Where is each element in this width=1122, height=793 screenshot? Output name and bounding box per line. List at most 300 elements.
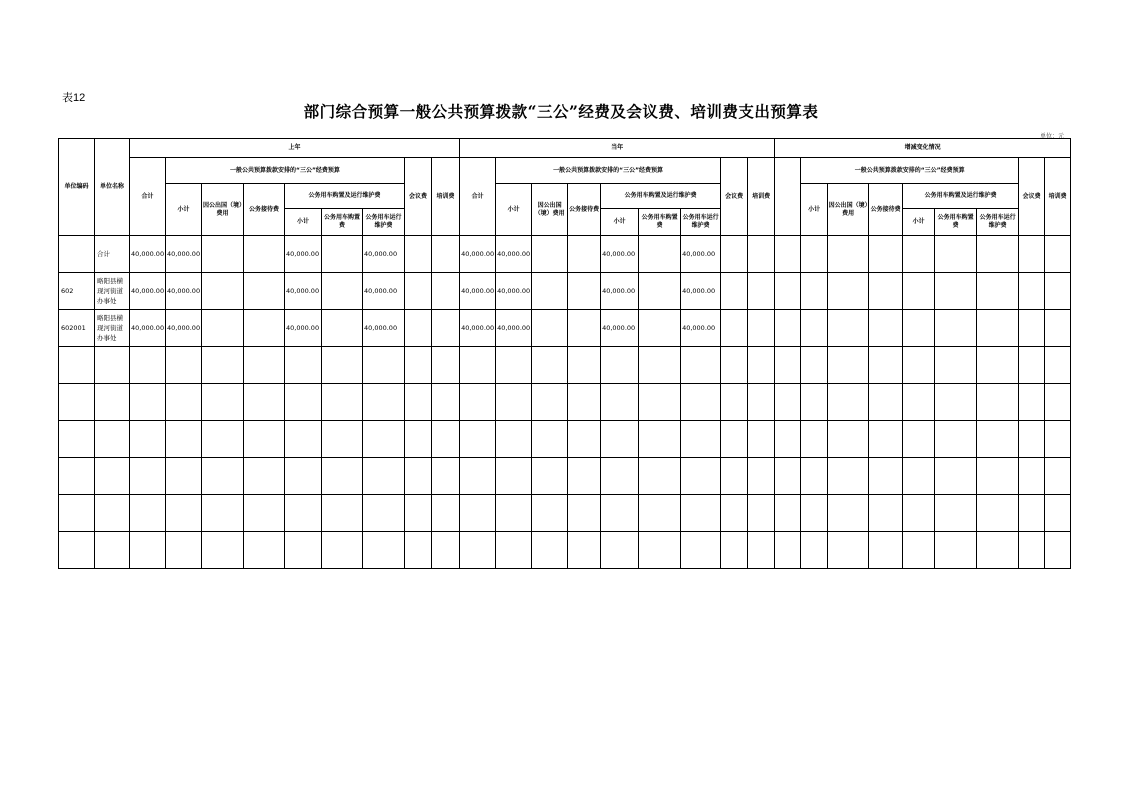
- value-cell: [432, 236, 460, 273]
- empty-cell: [244, 495, 285, 532]
- empty-cell: [639, 384, 681, 421]
- value-cell: [1019, 310, 1045, 347]
- empty-cell: [801, 384, 828, 421]
- empty-cell: [405, 421, 432, 458]
- value-cell: [1045, 273, 1071, 310]
- empty-cell: [935, 421, 977, 458]
- empty-cell: [748, 384, 775, 421]
- empty-cell: [828, 347, 869, 384]
- empty-cell: [202, 532, 244, 569]
- empty-cell: [1045, 458, 1071, 495]
- empty-cell: [322, 532, 363, 569]
- empty-cell: [95, 532, 130, 569]
- value-cell: [721, 236, 748, 273]
- empty-cell: [460, 384, 496, 421]
- meeting-fee-header: 会议费: [1019, 158, 1045, 236]
- value-cell: 40,000.00: [130, 273, 166, 310]
- empty-cell: [1019, 458, 1045, 495]
- value-cell: [532, 273, 568, 310]
- value-cell: [639, 310, 681, 347]
- empty-row: [59, 495, 1071, 532]
- value-cell: [775, 273, 801, 310]
- value-cell: [1045, 236, 1071, 273]
- empty-cell: [405, 495, 432, 532]
- value-cell: [202, 273, 244, 310]
- empty-cell: [363, 532, 405, 569]
- value-cell: [828, 310, 869, 347]
- value-cell: [568, 273, 601, 310]
- empty-cell: [681, 347, 721, 384]
- empty-cell: [828, 458, 869, 495]
- empty-cell: [903, 532, 935, 569]
- reception-fee-header: 公务接待费: [244, 184, 285, 236]
- reception-fee-header: 公务接待费: [869, 184, 903, 236]
- empty-cell: [460, 532, 496, 569]
- unit-label: 单位：元: [1039, 133, 1064, 140]
- empty-cell: [405, 458, 432, 495]
- three-public-header: 一般公共预算拨款安排的“三公”经费预算: [801, 158, 1019, 184]
- value-cell: [748, 236, 775, 273]
- empty-cell: [363, 347, 405, 384]
- unit-name-cell: 合计: [95, 236, 130, 273]
- value-cell: [202, 310, 244, 347]
- empty-cell: [801, 421, 828, 458]
- reception-fee-header: 公务接待费: [568, 184, 601, 236]
- empty-cell: [285, 532, 322, 569]
- empty-cell: [95, 421, 130, 458]
- empty-cell: [285, 347, 322, 384]
- empty-cell: [748, 495, 775, 532]
- value-cell: [202, 236, 244, 273]
- empty-cell: [130, 532, 166, 569]
- value-cell: [801, 273, 828, 310]
- value-cell: [568, 236, 601, 273]
- value-cell: [244, 273, 285, 310]
- value-cell: [322, 236, 363, 273]
- empty-cell: [903, 495, 935, 532]
- value-cell: [322, 310, 363, 347]
- value-cell: [935, 310, 977, 347]
- empty-cell: [568, 458, 601, 495]
- empty-cell: [721, 532, 748, 569]
- training-fee-header: 培训费: [1045, 158, 1071, 236]
- empty-cell: [95, 384, 130, 421]
- unit-name-cell: 略阳县横现河街道办事处: [95, 310, 130, 347]
- empty-cell: [748, 347, 775, 384]
- empty-cell: [775, 384, 801, 421]
- value-cell: 40,000.00: [166, 273, 202, 310]
- header-row-2: [59, 158, 1071, 184]
- empty-cell: [363, 421, 405, 458]
- empty-cell: [95, 495, 130, 532]
- empty-cell: [935, 532, 977, 569]
- empty-cell: [95, 347, 130, 384]
- value-cell: 40,000.00: [130, 236, 166, 273]
- value-cell: [748, 310, 775, 347]
- empty-cell: [285, 384, 322, 421]
- value-cell: [244, 310, 285, 347]
- empty-cell: [869, 384, 903, 421]
- value-cell: 40,000.00: [285, 236, 322, 273]
- empty-cell: [496, 347, 532, 384]
- empty-cell: [828, 421, 869, 458]
- training-fee-header: 培训费: [432, 158, 460, 236]
- total-header: 合计: [130, 158, 166, 236]
- three-public-header: 一般公共预算拨款安排的“三公”经费预算: [496, 158, 721, 184]
- value-cell: [869, 236, 903, 273]
- empty-cell: [1045, 495, 1071, 532]
- value-cell: [405, 310, 432, 347]
- value-cell: [977, 236, 1019, 273]
- empty-cell: [59, 384, 95, 421]
- empty-cell: [1045, 347, 1071, 384]
- empty-cell: [405, 384, 432, 421]
- empty-cell: [775, 421, 801, 458]
- empty-cell: [166, 384, 202, 421]
- empty-cell: [935, 495, 977, 532]
- value-cell: [775, 236, 801, 273]
- empty-cell: [639, 495, 681, 532]
- empty-cell: [460, 495, 496, 532]
- subtotal-header: 小计: [801, 184, 828, 236]
- empty-cell: [496, 421, 532, 458]
- empty-cell: [95, 458, 130, 495]
- empty-cell: [432, 495, 460, 532]
- value-cell: 40,000.00: [601, 273, 639, 310]
- value-cell: [432, 310, 460, 347]
- empty-cell: [935, 458, 977, 495]
- empty-cell: [202, 458, 244, 495]
- empty-cell: [244, 532, 285, 569]
- table-row: [59, 310, 1071, 347]
- empty-cell: [496, 384, 532, 421]
- empty-cell: [568, 532, 601, 569]
- empty-cell: [748, 458, 775, 495]
- empty-cell: [977, 458, 1019, 495]
- overseas-travel-header: 因公出国（境）费用: [532, 184, 568, 236]
- value-cell: [532, 310, 568, 347]
- empty-cell: [432, 532, 460, 569]
- empty-cell: [130, 347, 166, 384]
- empty-cell: [639, 532, 681, 569]
- value-cell: 40,000.00: [285, 273, 322, 310]
- empty-cell: [405, 532, 432, 569]
- empty-cell: [903, 347, 935, 384]
- empty-cell: [1019, 421, 1045, 458]
- vehicle-operation-header: 公务用车运行维护费: [977, 209, 1019, 236]
- empty-cell: [801, 495, 828, 532]
- value-cell: 40,000.00: [166, 236, 202, 273]
- value-cell: [775, 310, 801, 347]
- empty-cell: [1019, 495, 1045, 532]
- empty-cell: [532, 458, 568, 495]
- empty-cell: [568, 495, 601, 532]
- empty-cell: [166, 532, 202, 569]
- empty-cell: [601, 421, 639, 458]
- unit-code-cell: 602001: [59, 310, 95, 347]
- group-header-this-year: 当年: [460, 139, 775, 158]
- empty-cell: [977, 384, 1019, 421]
- value-cell: 40,000.00: [460, 236, 496, 273]
- empty-cell: [681, 458, 721, 495]
- subtotal-header: 小计: [496, 184, 532, 236]
- empty-cell: [532, 421, 568, 458]
- value-cell: 40,000.00: [681, 236, 721, 273]
- empty-cell: [775, 495, 801, 532]
- empty-cell: [532, 495, 568, 532]
- empty-cell: [977, 532, 1019, 569]
- value-cell: [405, 236, 432, 273]
- empty-cell: [601, 495, 639, 532]
- empty-cell: [496, 532, 532, 569]
- value-cell: 40,000.00: [460, 310, 496, 347]
- value-cell: [869, 273, 903, 310]
- value-cell: [977, 273, 1019, 310]
- empty-cell: [432, 384, 460, 421]
- empty-cell: [935, 384, 977, 421]
- empty-cell: [1019, 384, 1045, 421]
- empty-cell: [568, 384, 601, 421]
- vehicle-subtotal-header: 小计: [903, 209, 935, 236]
- value-cell: 40,000.00: [681, 310, 721, 347]
- value-cell: [977, 310, 1019, 347]
- empty-cell: [639, 421, 681, 458]
- value-cell: [828, 273, 869, 310]
- empty-cell: [322, 384, 363, 421]
- empty-row: [59, 532, 1071, 569]
- empty-cell: [363, 384, 405, 421]
- header-row-1: [59, 139, 1071, 158]
- empty-cell: [568, 347, 601, 384]
- empty-cell: [801, 458, 828, 495]
- value-cell: [935, 273, 977, 310]
- empty-cell: [1045, 532, 1071, 569]
- empty-cell: [601, 458, 639, 495]
- empty-cell: [801, 347, 828, 384]
- vehicle-subtotal-header: 小计: [601, 209, 639, 236]
- value-cell: [568, 310, 601, 347]
- header-row-3: [59, 184, 1071, 209]
- total-header: 合计: [460, 158, 496, 236]
- empty-cell: [775, 347, 801, 384]
- overseas-travel-header: 因公出国（境）费用: [202, 184, 244, 236]
- empty-cell: [432, 458, 460, 495]
- empty-cell: [460, 347, 496, 384]
- total-header: [775, 158, 801, 236]
- empty-cell: [322, 421, 363, 458]
- empty-cell: [721, 347, 748, 384]
- empty-cell: [322, 458, 363, 495]
- empty-cell: [496, 495, 532, 532]
- three-public-header: 一般公共预算拨款安排的“三公”经费预算: [166, 158, 405, 184]
- empty-cell: [432, 421, 460, 458]
- unit-name-header: 单位名称: [95, 139, 130, 236]
- empty-row: [59, 384, 1071, 421]
- empty-cell: [59, 347, 95, 384]
- empty-cell: [721, 495, 748, 532]
- value-cell: 40,000.00: [166, 310, 202, 347]
- value-cell: 40,000.00: [601, 310, 639, 347]
- empty-cell: [801, 532, 828, 569]
- empty-cell: [869, 495, 903, 532]
- empty-cell: [775, 532, 801, 569]
- empty-cell: [568, 421, 601, 458]
- empty-cell: [721, 384, 748, 421]
- table-number: 表12: [62, 92, 86, 104]
- empty-cell: [405, 347, 432, 384]
- value-cell: [532, 236, 568, 273]
- empty-cell: [935, 347, 977, 384]
- empty-cell: [601, 347, 639, 384]
- empty-cell: [869, 347, 903, 384]
- empty-cell: [1019, 347, 1045, 384]
- empty-cell: [460, 458, 496, 495]
- empty-cell: [775, 458, 801, 495]
- empty-cell: [903, 458, 935, 495]
- value-cell: [903, 236, 935, 273]
- empty-cell: [828, 495, 869, 532]
- empty-cell: [130, 384, 166, 421]
- value-cell: [935, 236, 977, 273]
- empty-cell: [532, 532, 568, 569]
- value-cell: 40,000.00: [130, 310, 166, 347]
- value-cell: 40,000.00: [285, 310, 322, 347]
- empty-cell: [681, 384, 721, 421]
- page-title: 部门综合预算一般公共预算拨款“三公”经费及会议费、培训费支出预算表: [303, 102, 819, 121]
- value-cell: [1019, 236, 1045, 273]
- empty-cell: [166, 458, 202, 495]
- empty-cell: [363, 458, 405, 495]
- group-header-last-year: 上年: [130, 139, 460, 158]
- empty-cell: [977, 347, 1019, 384]
- empty-cell: [244, 421, 285, 458]
- value-cell: [244, 236, 285, 273]
- empty-cell: [1045, 384, 1071, 421]
- empty-cell: [202, 347, 244, 384]
- empty-cell: [748, 421, 775, 458]
- value-cell: 40,000.00: [496, 310, 532, 347]
- value-cell: [801, 310, 828, 347]
- empty-cell: [285, 421, 322, 458]
- empty-cell: [202, 421, 244, 458]
- empty-cell: [532, 384, 568, 421]
- empty-cell: [681, 532, 721, 569]
- value-cell: [721, 273, 748, 310]
- empty-cell: [460, 421, 496, 458]
- empty-cell: [681, 495, 721, 532]
- empty-cell: [322, 495, 363, 532]
- value-cell: [869, 310, 903, 347]
- vehicle-subtotal-header: 小计: [285, 209, 322, 236]
- budget-table: [58, 138, 1071, 569]
- value-cell: [639, 273, 681, 310]
- empty-cell: [59, 532, 95, 569]
- empty-cell: [166, 421, 202, 458]
- vehicle-operation-header: 公务用车运行维护费: [681, 209, 721, 236]
- vehicle-purchase-header: 公务用车购置费: [322, 209, 363, 236]
- vehicle-purchase-header: 公务用车购置费: [935, 209, 977, 236]
- empty-cell: [869, 458, 903, 495]
- value-cell: [721, 310, 748, 347]
- unit-code-cell: [59, 236, 95, 273]
- empty-cell: [244, 347, 285, 384]
- value-cell: [1019, 273, 1045, 310]
- empty-cell: [828, 384, 869, 421]
- empty-row: [59, 458, 1071, 495]
- empty-cell: [903, 421, 935, 458]
- empty-cell: [130, 458, 166, 495]
- empty-cell: [285, 458, 322, 495]
- empty-cell: [130, 421, 166, 458]
- empty-cell: [639, 347, 681, 384]
- empty-cell: [721, 421, 748, 458]
- vehicle-purchase-header: 公务用车购置费: [639, 209, 681, 236]
- empty-cell: [496, 458, 532, 495]
- subtotal-header: 小计: [166, 184, 202, 236]
- empty-cell: [202, 384, 244, 421]
- unit-code-header: 单位编码: [59, 139, 95, 236]
- empty-cell: [748, 532, 775, 569]
- value-cell: [639, 236, 681, 273]
- value-cell: [322, 273, 363, 310]
- empty-cell: [977, 421, 1019, 458]
- value-cell: [405, 273, 432, 310]
- table-row: [59, 273, 1071, 310]
- value-cell: [1045, 310, 1071, 347]
- vehicle-operation-header: 公务用车运行维护费: [363, 209, 405, 236]
- empty-cell: [601, 384, 639, 421]
- value-cell: [903, 310, 935, 347]
- empty-row: [59, 347, 1071, 384]
- table-row: [59, 236, 1071, 273]
- value-cell: 40,000.00: [496, 236, 532, 273]
- empty-cell: [639, 458, 681, 495]
- empty-cell: [1045, 421, 1071, 458]
- vehicle-header: 公务用车购置及运行维护费: [601, 184, 721, 209]
- vehicle-header: 公务用车购置及运行维护费: [903, 184, 1019, 209]
- empty-cell: [432, 347, 460, 384]
- empty-cell: [59, 495, 95, 532]
- value-cell: [903, 273, 935, 310]
- value-cell: [432, 273, 460, 310]
- empty-cell: [166, 495, 202, 532]
- empty-cell: [244, 384, 285, 421]
- empty-row: [59, 421, 1071, 458]
- empty-cell: [322, 347, 363, 384]
- empty-cell: [869, 532, 903, 569]
- empty-cell: [130, 495, 166, 532]
- empty-cell: [166, 347, 202, 384]
- empty-cell: [202, 495, 244, 532]
- value-cell: 40,000.00: [363, 236, 405, 273]
- value-cell: 40,000.00: [601, 236, 639, 273]
- value-cell: 40,000.00: [460, 273, 496, 310]
- value-cell: [748, 273, 775, 310]
- empty-cell: [532, 347, 568, 384]
- empty-cell: [601, 532, 639, 569]
- empty-cell: [363, 495, 405, 532]
- group-header-change: 增减变化情况: [775, 139, 1071, 158]
- empty-cell: [285, 495, 322, 532]
- overseas-travel-header: 因公出国（境）费用: [828, 184, 869, 236]
- value-cell: 40,000.00: [363, 273, 405, 310]
- unit-name-cell: 略阳县横现河街道办事处: [95, 273, 130, 310]
- value-cell: [828, 236, 869, 273]
- empty-cell: [721, 458, 748, 495]
- empty-cell: [59, 421, 95, 458]
- vehicle-header: 公务用车购置及运行维护费: [285, 184, 405, 209]
- empty-cell: [59, 458, 95, 495]
